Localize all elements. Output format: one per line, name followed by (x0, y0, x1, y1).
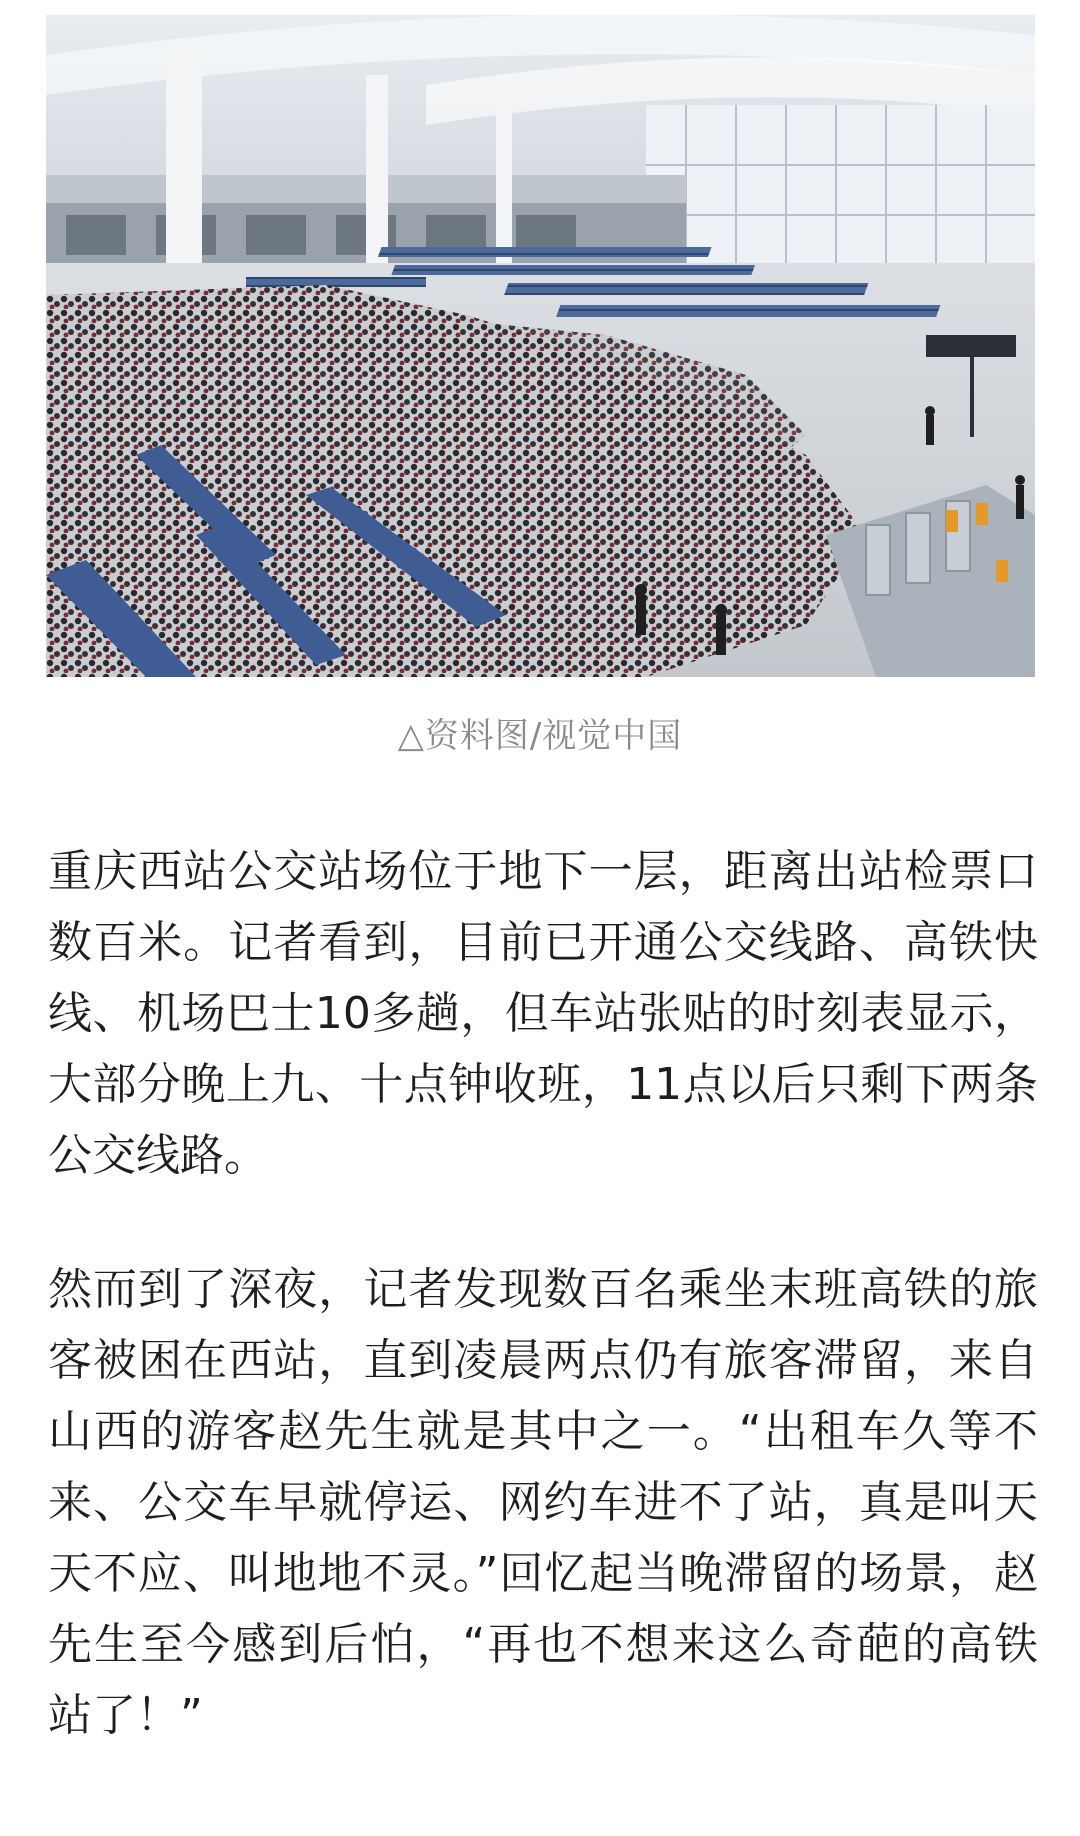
paragraph-2: 然而到了深夜，记者发现数百名乘坐末班高铁的旅客被困在西站，直到凌晨两点仍有旅客滞留，来自山西的游客赵先生就是其中之一。“出租车久等不来、公交车早就停运、网约车进不了站，真是叫天天不应、叫地地不灵。”回忆起当晚滞留的场景，赵先生至今感到后怕，“再也不想来这么奇葩的高铁站了！” (48, 1264, 1038, 1741)
photo-caption: △资料图/视觉中国 (397, 716, 683, 756)
station-hall-photo (46, 15, 1035, 677)
paragraph-1: 重庆西站公交站场位于地下一层，距离出站检票口数百米。记者看到，目前已开通公交线路、高铁快线、机场巴士10多趟，但车站张贴的时刻表显示，大部分晚上九、十点钟收班，11点以后只剩下两条公交线路。 (48, 846, 1038, 1181)
station-hall-illustration (46, 15, 1035, 677)
